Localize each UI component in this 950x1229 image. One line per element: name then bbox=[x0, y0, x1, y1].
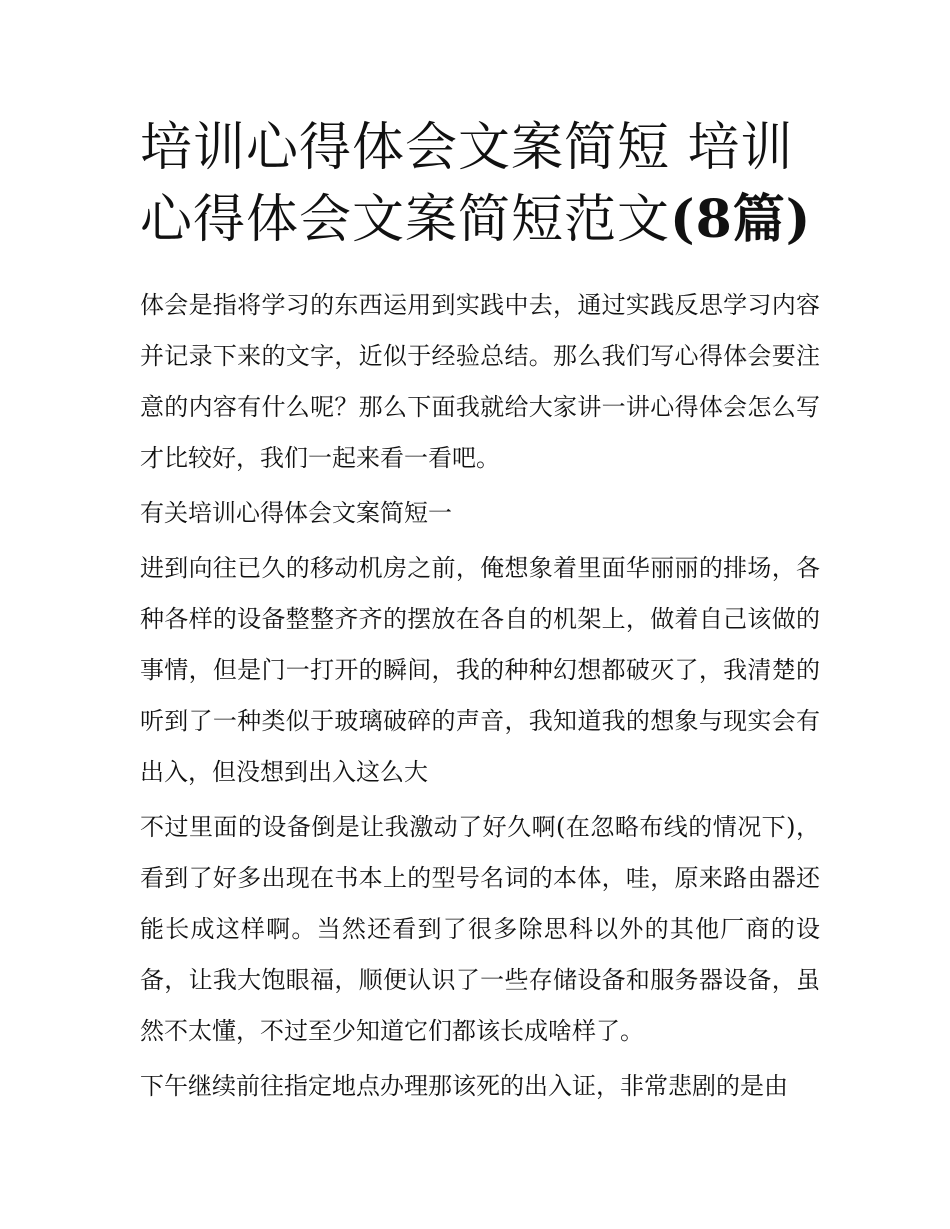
section-heading: 有关培训心得体会文案简短一 bbox=[140, 499, 452, 527]
body-paragraph-machine-room: 进到向往已久的移动机房之前，俺想象着里面华丽丽的排场，各种各样的设备整整齐齐的摆放在各自的机架上，做着自己该做的事情，但是门一打开的瞬间，我的种种幻想都破灭了，我清楚的听到了一种类似于玻璃破碎的声音，我知道我的想象与现实会有出入，但没想到出入这么大 bbox=[140, 554, 820, 786]
body-paragraph-afternoon: 下午继续前往指定地点办理那该死的出入证，非常悲剧的是由 bbox=[140, 1072, 788, 1100]
document-body bbox=[140, 280, 820, 1112]
body-paragraph-devices: 不过里面的设备倒是让我激动了好久啊(在忽略布线的情况下)，看到了好多出现在书本上的型号名词的本体，哇，原来路由器还能长成这样啊。当然还看到了很多除思科以外的其他厂商的设备，让我大饱眼福，顺便认识了一些存储设备和服务器设备，虽然不太懂，不过至少知道它们都该长成啥样了。 bbox=[140, 813, 820, 1045]
body-paragraph-intro: 体会是指将学习的东西运用到实践中去，通过实践反思学习内容并记录下来的文字，近似于经验总结。那么我们写心得体会要注意的内容有什么呢？那么下面我就给大家讲一讲心得体会怎么写才比较好，我们一起来看一看吧。 bbox=[140, 291, 820, 472]
document-title: 培训心得体会文案简短 培训心得体会文案简短范文(8篇) bbox=[140, 118, 812, 250]
